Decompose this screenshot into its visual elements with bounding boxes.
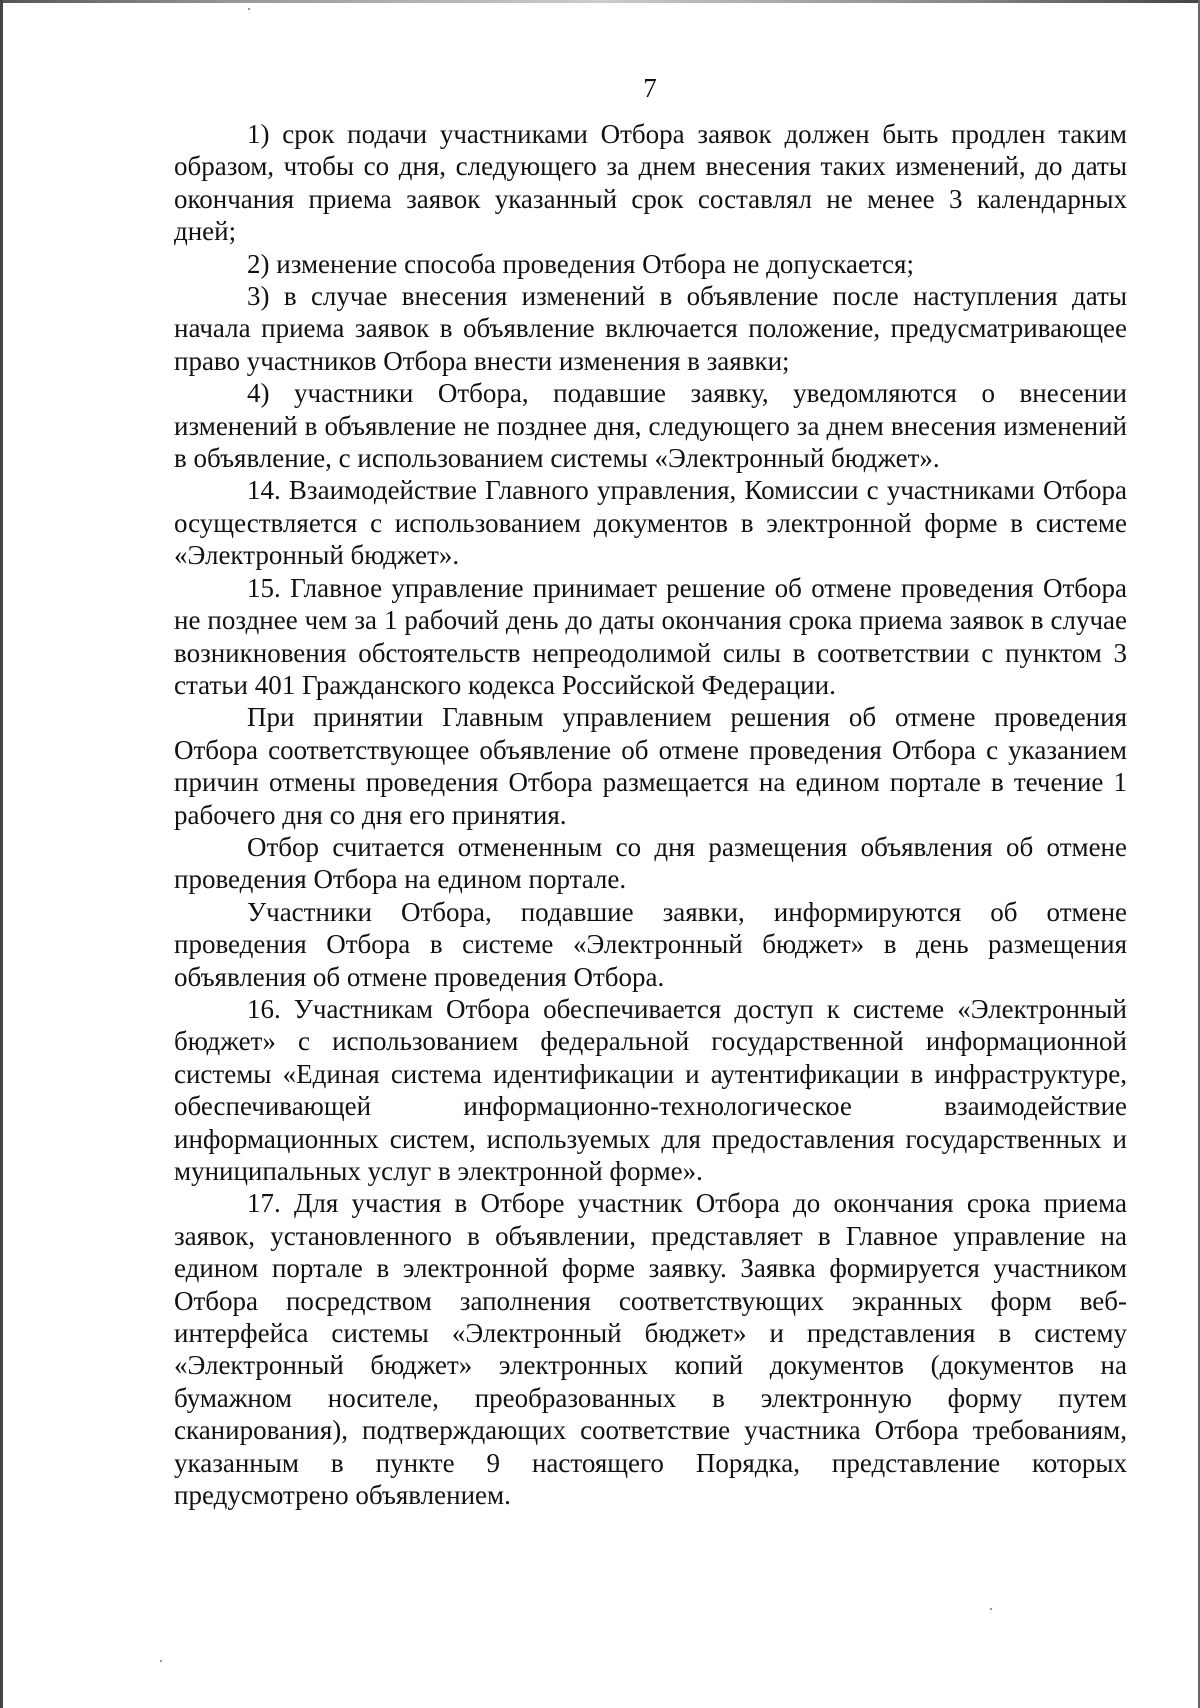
scan-speck <box>990 1608 992 1610</box>
paragraph-cancellation-announcement: При принятии Главным управлением решения об отмене проведения Отбора соответствующее объявление об отмене проведения Отбора с указанием причин отмены проведения Отбора размещается на едином портале в течение 1 рабочего дня со дня его принятия. <box>174 702 1127 830</box>
paragraph-clause-17: 17. Для участия в Отборе участник Отбора до окончания срока приема заявок, установленного в объявлении, представляет в Главное управление на едином портале в электронной форме заявку. Заявка формируется участником Отбора посредством заполнения соответствующих экранных форм веб-интерфейса системы «Электронный бюджет» и представления в систему «Электронный бюджет» электронных копий документов (документов на бумажном носителе, преобразованных в электронную форму путем сканирования), подтверждающих соответствие участника Отбора требованиям, указанным в пункте 9 настоящего Порядка, представление которых предусмотрено объявлением. <box>174 1188 1127 1511</box>
scan-edge-top <box>0 0 1200 3</box>
page-number: 7 <box>643 73 657 103</box>
paragraph-item-4: 4) участники Отбора, подавшие заявку, уведомляются о внесении изменений в объявление не позднее дня, следующего за днем внесения изменений в объявление, с использованием системы «Электронный бюджет». <box>174 378 1127 474</box>
scan-speck <box>160 1660 162 1662</box>
scan-edge-left <box>0 0 3 1708</box>
paragraph-cancellation-effective: Отбор считается отмененным со дня размещения объявления об отмене проведения Отбора на едином портале. <box>174 831 1127 895</box>
paragraph-participants-informed: Участники Отбора, подавшие заявки, информируются об отмене проведения Отбора в системе «Электронный бюджет» в день размещения объявления об отмене проведения Отбора. <box>174 896 1127 992</box>
paragraph-item-2: 2) изменение способа проведения Отбора не допускается; <box>247 248 914 279</box>
scan-speck <box>248 8 250 10</box>
paragraph-clause-15: 15. Главное управление принимает решение об отмене проведения Отбора не позднее чем за 1 рабочий день до даты окончания срока приема заявок в случае возникновения обстоятельств непреодолимой силы в соответствии с пунктом 3 статьи 401 Гражданского кодекса Российской Федерации. <box>174 572 1127 700</box>
document-body <box>174 118 1127 1511</box>
paragraph-item-1: 1) срок подачи участниками Отбора заявок должен быть продлен таким образом, чтобы со дня, следующего за днем внесения таких изменений, до даты окончания приема заявок указанный срок составлял не менее 3 календарных дней; <box>174 119 1127 247</box>
paragraph-item-3: 3) в случае внесения изменений в объявление после наступления даты начала приема заявок в объявление включается положение, предусматривающее право участников Отбора внести изменения в заявки; <box>174 281 1127 376</box>
paragraph-clause-14: 14. Взаимодействие Главного управления, Комиссии с участниками Отбора осуществляется с использованием документов в электронной форме в системе «Электронный бюджет». <box>174 475 1127 571</box>
paragraph-clause-16: 16. Участникам Отбора обеспечивается доступ к системе «Электронный бюджет» с использованием федеральной государственной информационной системы «Единая система идентификации и аутентификации в инфраструктуре, обеспечивающей информационно-технологическое взаимодействие информационных систем, используемых для предоставления государственных и муниципальных услуг в электронной форме». <box>174 993 1127 1186</box>
